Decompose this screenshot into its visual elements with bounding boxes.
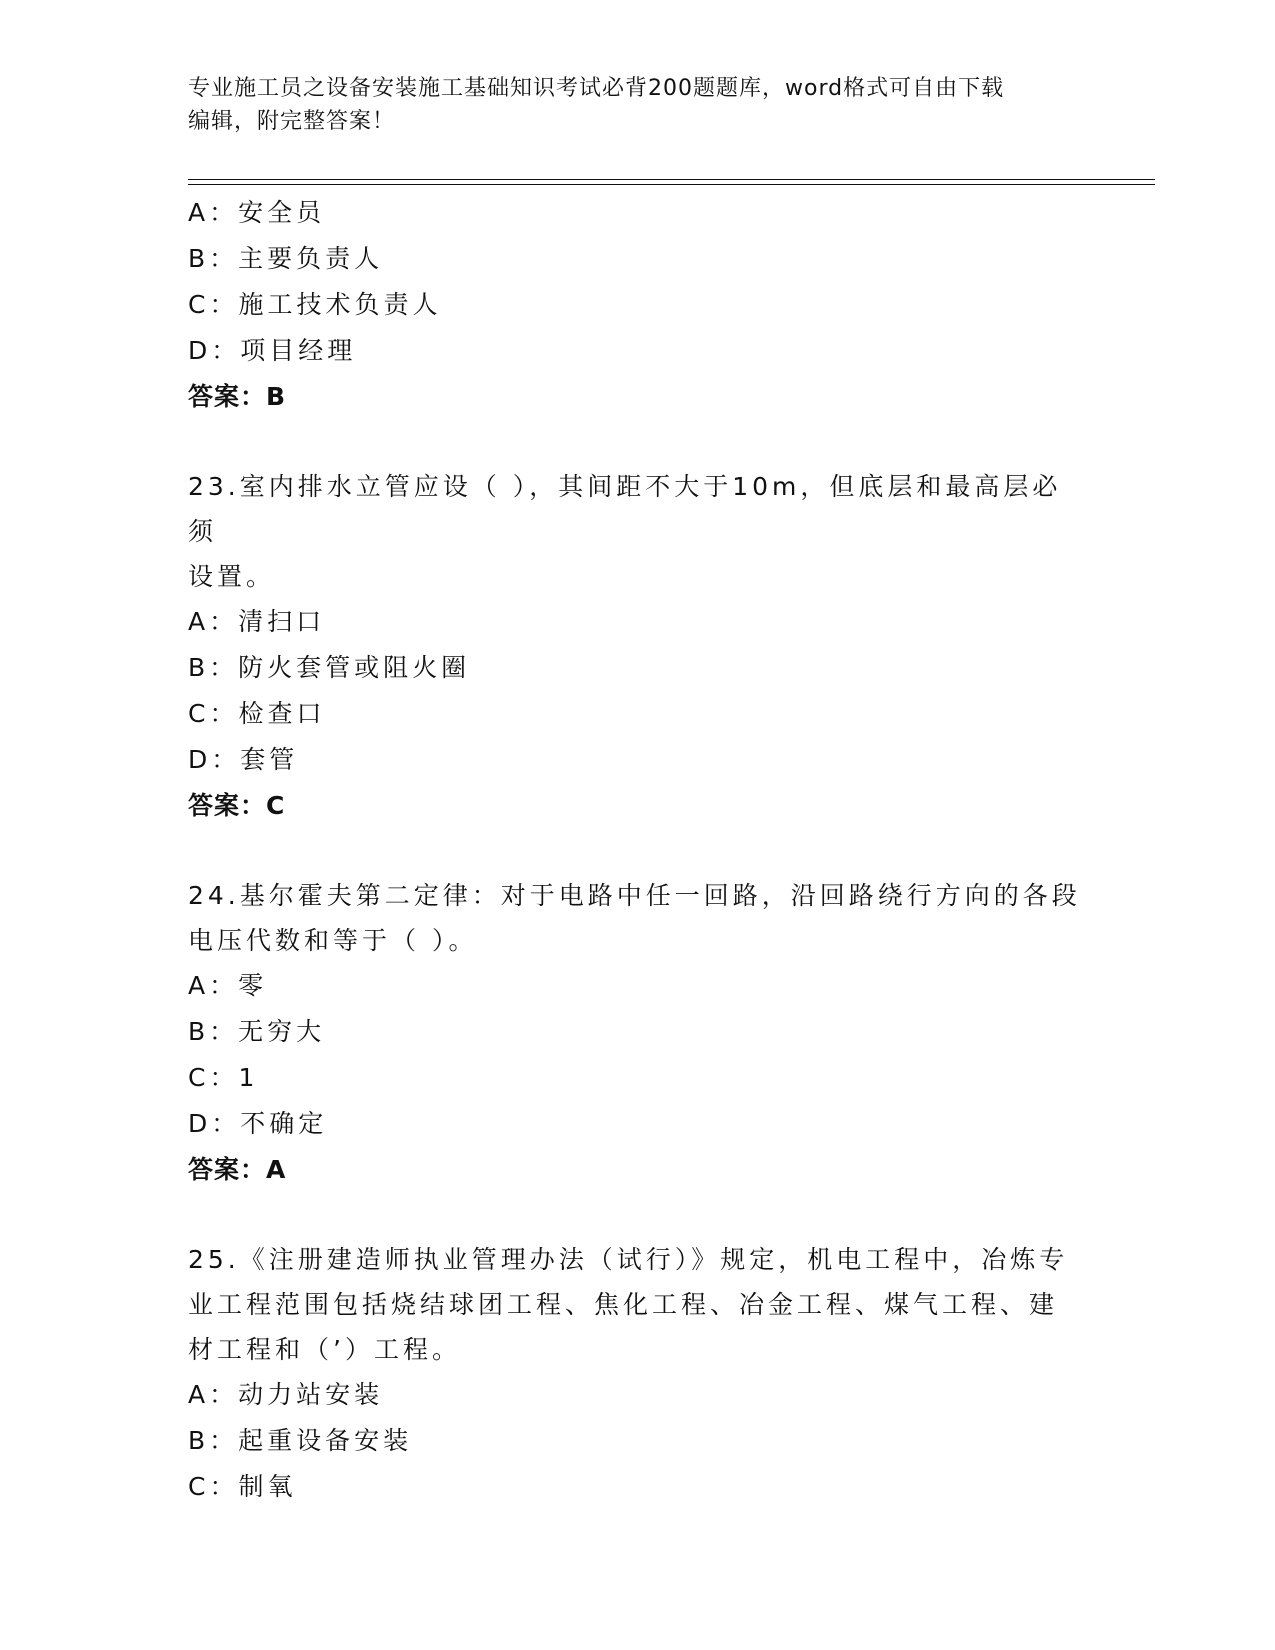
option-b: B：防火套管或阻火圈 [188, 653, 471, 682]
option-d: D：不确定 [188, 1109, 328, 1138]
document-header [188, 72, 1088, 138]
question-text-line: 业工程范围包括烧结球团工程、焦化工程、冶金工程、煤气工程、建 [188, 1290, 1059, 1319]
question-text-line: 设置。 [188, 562, 276, 591]
answer-line: 答案：C [188, 791, 286, 820]
question-text-line: 23.室内排水立管应设（ ），其间距不大于10m，但底层和最高层必须 [188, 472, 1062, 546]
option-a: A：清扫口 [188, 607, 326, 636]
header-line-2: 编辑，附完整答案！ [188, 109, 396, 134]
question-list [188, 190, 1088, 1510]
block-gap [188, 420, 1088, 464]
question-text-line: 材工程和（’）工程。 [188, 1335, 461, 1364]
question-text-line: 电压代数和等于（ ）。 [188, 926, 478, 955]
question-block-25 [188, 1237, 1088, 1510]
option-b: B：无穷大 [188, 1017, 326, 1046]
option-b: B：起重设备安装 [188, 1426, 413, 1455]
block-gap [188, 1193, 1088, 1237]
question-text-line: 24.基尔霍夫第二定律：对于电路中任一回路，沿回路绕行方向的各段 [188, 881, 1081, 910]
header-rule-bottom [188, 184, 1155, 185]
option-b: B：主要负责人 [188, 244, 384, 273]
question-text-line: 25.《注册建造师执业管理办法（试行）》规定，机电工程中，冶炼专 [188, 1245, 1069, 1274]
answer-line: 答案：B [188, 382, 287, 411]
question-block-22 [188, 190, 1088, 420]
answer-line: 答案：A [188, 1155, 287, 1184]
question-block-24 [188, 873, 1088, 1193]
question-block-23 [188, 464, 1088, 829]
option-a: A：安全员 [188, 198, 326, 227]
option-c: C：1 [188, 1063, 259, 1092]
option-c: C：施工技术负责人 [188, 290, 442, 319]
option-a: A：零 [188, 971, 268, 1000]
option-d: D：项目经理 [188, 336, 357, 365]
header-line-1: 专业施工员之设备安装施工基础知识考试必背200题题库，word格式可自由下载 [188, 76, 1005, 101]
option-c: C：检查口 [188, 699, 326, 728]
header-rule-top [188, 179, 1155, 180]
option-c: C：制氧 [188, 1472, 297, 1501]
option-a: A：动力站安装 [188, 1380, 384, 1409]
block-gap [188, 829, 1088, 873]
option-d: D：套管 [188, 745, 299, 774]
